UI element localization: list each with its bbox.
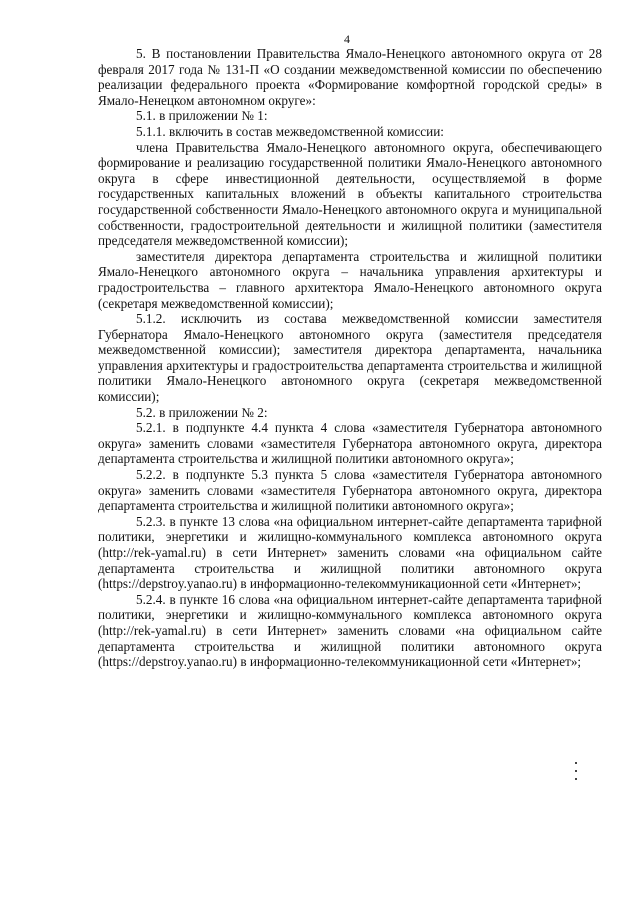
paragraph-5-2-2: 5.2.2. в подпункте 5.3 пункта 5 слова «заместителя Губернатора автономного округа» заменить словами «заместителя Губернатора автономного округа, директора департамента строительства и жилищной политики автономного округа»;	[98, 467, 602, 514]
scan-speck	[575, 762, 577, 764]
paragraph-5-1-2: 5.1.2. исключить из состава межведомственной комиссии заместителя Губернатора Ямало-Ненецкого автономного округа (заместителя председателя межведомственной комиссии); заместителя директора департамента, начальника управления архитектуры и градостроительства департамента строительства и жилищной политики Ямало-Ненецкого автономного округа (секретаря межведомственной комиссии);	[98, 311, 602, 405]
paragraph-5-2-4: 5.2.4. в пункте 16 слова «на официальном интернет-сайте департамента тарифной политики, энергетики и жилищно-коммунального комплекса автономного округа (http://rek-yamal.ru) в сети Интернет» заменить словами «на официальном сайте департамента строительства и жилищной политики автономного округа (https://depstroy.yanao.ru) в информационно-телекоммуникационной сети «Интернет»;	[98, 591, 602, 670]
paragraph-5: 5. В постановлении Правительства Ямало-Ненецкого автономного округа от 28 февраля 2017 года № 131-П «О создании межведомственной комиссии по обеспечению реализации федерального проекта «Формирование комфортной городской среды» в Ямало-Ненецком автономном округе»:	[98, 46, 602, 108]
document-body	[98, 46, 602, 670]
scan-speck	[575, 778, 577, 780]
page-number: 4	[344, 32, 350, 46]
paragraph-5-2-1: 5.2.1. в подпункте 4.4 пункта 4 слова «заместителя Губернатора автономного округа» заменить словами «заместителя Губернатора автономного округа, директора департамента строительства и жилищной политики автономного округа»;	[98, 420, 602, 467]
paragraph-5-2: 5.2. в приложении № 2:	[136, 404, 268, 420]
paragraph-5-1-1: 5.1.1. включить в состав межведомственной комиссии:	[136, 123, 444, 139]
paragraph-deputy-director: заместителя директора департамента строительства и жилищной политики Ямало-Ненецкого автономного округа – начальника управления архитектуры и градостроительства – главного архитектора Ямало-Ненецкого автономного округа (секретаря межведомственной комиссии);	[98, 248, 602, 311]
paragraph-member: члена Правительства Ямало-Ненецкого автономного округа, обеспечивающего формирование и реализацию государственной политики Ямало-Ненецкого автономного округа в сфере инвестиционной деятельности, осуществляемой в форме государственных капитальных вложений в объекты капитального строительства государственной собственности Ямало-Ненецкого автономного округа и муниципальной собственности, градостроительной деятельности и жилищной политики (заместителя председателя межведомственной комиссии);	[98, 139, 602, 249]
paragraph-5-1: 5.1. в приложении № 1:	[136, 108, 268, 124]
scan-speck	[575, 770, 577, 772]
paragraph-5-2-3: 5.2.3. в пункте 13 слова «на официальном интернет-сайте департамента тарифной политики, энергетики и жилищно-коммунального комплекса автономного округа (http://rek-yamal.ru) в сети Интернет» заменить словами «на официальном сайте департамента строительства и жилищной политики автономного округа (https://depstroy.yanao.ru) в информационно-телекоммуникационной сети «Интернет»;	[98, 513, 602, 592]
